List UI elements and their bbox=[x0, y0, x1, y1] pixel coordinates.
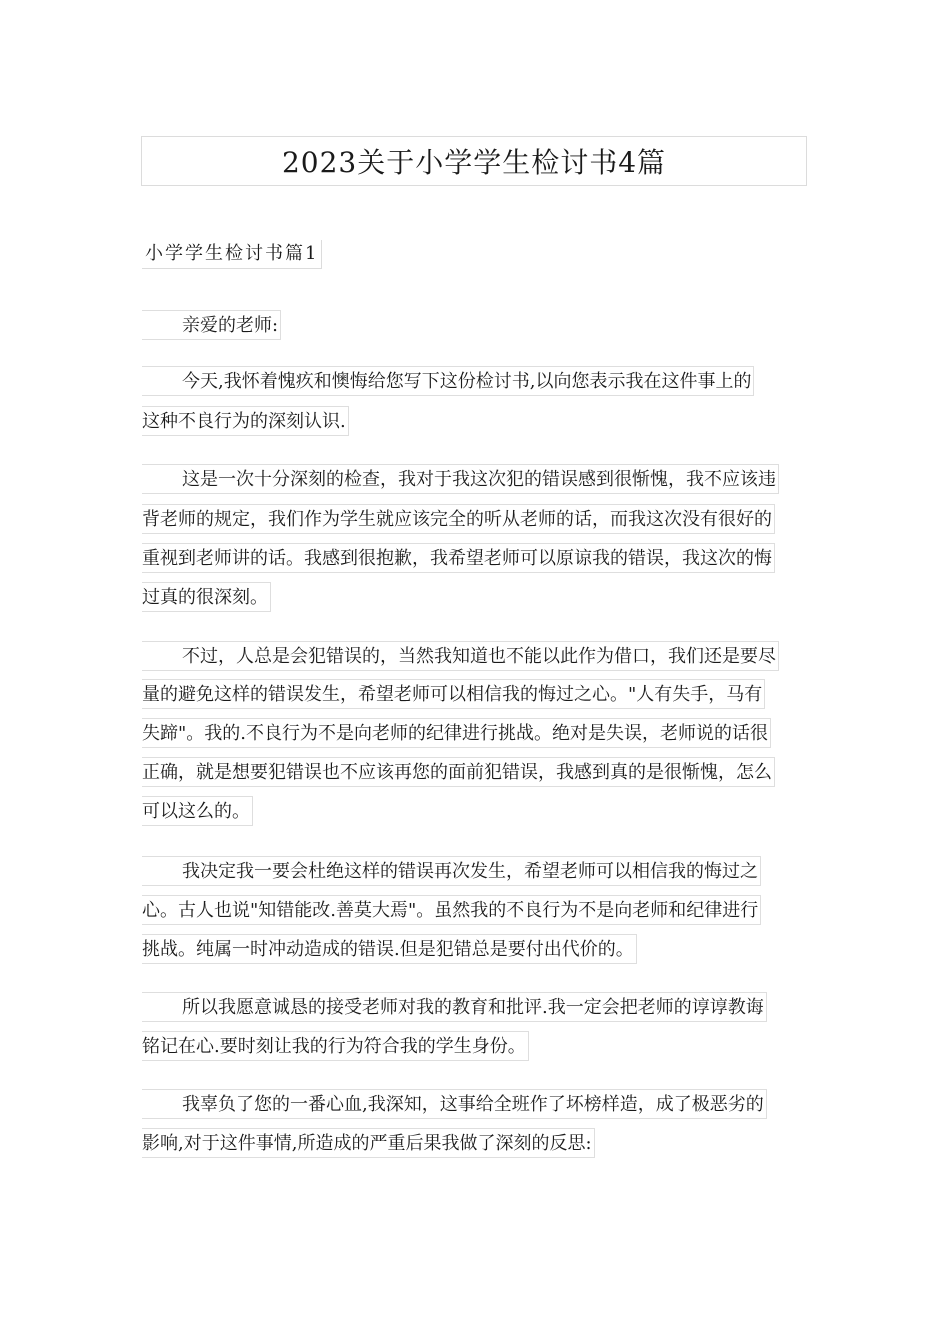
body-line: 背老师的规定，我们作为学生就应该完全的听从老师的话，而我这次没有很好的 bbox=[142, 504, 775, 534]
body-line: 可以这么的。 bbox=[142, 796, 253, 826]
body-line: 失蹄"。我的.不良行为不是向老师的纪律进行挑战。绝对是失误，老师说的话很 bbox=[142, 718, 771, 748]
body-line: 正确，就是想要犯错误也不应该再您的面前犯错误，我感到真的是很惭愧，怎么 bbox=[142, 757, 775, 787]
body-line: 今天,我怀着愧疚和懊悔给您写下这份检讨书,以向您表示我在这件事上的 bbox=[142, 366, 754, 396]
body-line: 所以我愿意诚恳的接受老师对我的教育和批评.我一定会把老师的谆谆教诲 bbox=[142, 992, 767, 1022]
body-line: 重视到老师讲的话。我感到很抱歉，我希望老师可以原谅我的错误，我这次的悔 bbox=[142, 543, 775, 573]
body-line: 影响,对于这件事情,所造成的严重后果我做了深刻的反思: bbox=[142, 1128, 595, 1158]
body-line: 过真的很深刻。 bbox=[142, 582, 271, 612]
body-line: 挑战。纯属一时冲动造成的错误.但是犯错总是要付出代价的。 bbox=[142, 934, 637, 964]
body-line: 亲爱的老师: bbox=[142, 310, 281, 340]
body-line: 不过，人总是会犯错误的，当然我知道也不能以此作为借口，我们还是要尽 bbox=[142, 641, 779, 671]
body-line: 心。古人也说"知错能改.善莫大焉"。虽然我的不良行为不是向老师和纪律进行 bbox=[142, 895, 761, 925]
section-heading: 小学学生检讨书篇1 bbox=[142, 240, 322, 269]
body-line: 这种不良行为的深刻认识. bbox=[142, 406, 349, 436]
body-line: 量的避免这样的错误发生，希望老师可以相信我的悔过之心。"人有失手，马有 bbox=[142, 679, 765, 709]
body-line: 这是一次十分深刻的检查，我对于我这次犯的错误感到很惭愧，我不应该违 bbox=[142, 464, 779, 494]
document-title: 2023关于小学学生检讨书4篇 bbox=[281, 146, 667, 179]
body-line: 我辜负了您的一番心血,我深知，这事给全班作了坏榜样造，成了极恶劣的 bbox=[142, 1089, 767, 1119]
body-line: 我决定我一要会杜绝这样的错误再次发生，希望老师可以相信我的悔过之 bbox=[142, 856, 761, 886]
title-box bbox=[141, 136, 807, 186]
body-line: 铭记在心.要时刻让我的行为符合我的学生身份。 bbox=[142, 1031, 529, 1061]
